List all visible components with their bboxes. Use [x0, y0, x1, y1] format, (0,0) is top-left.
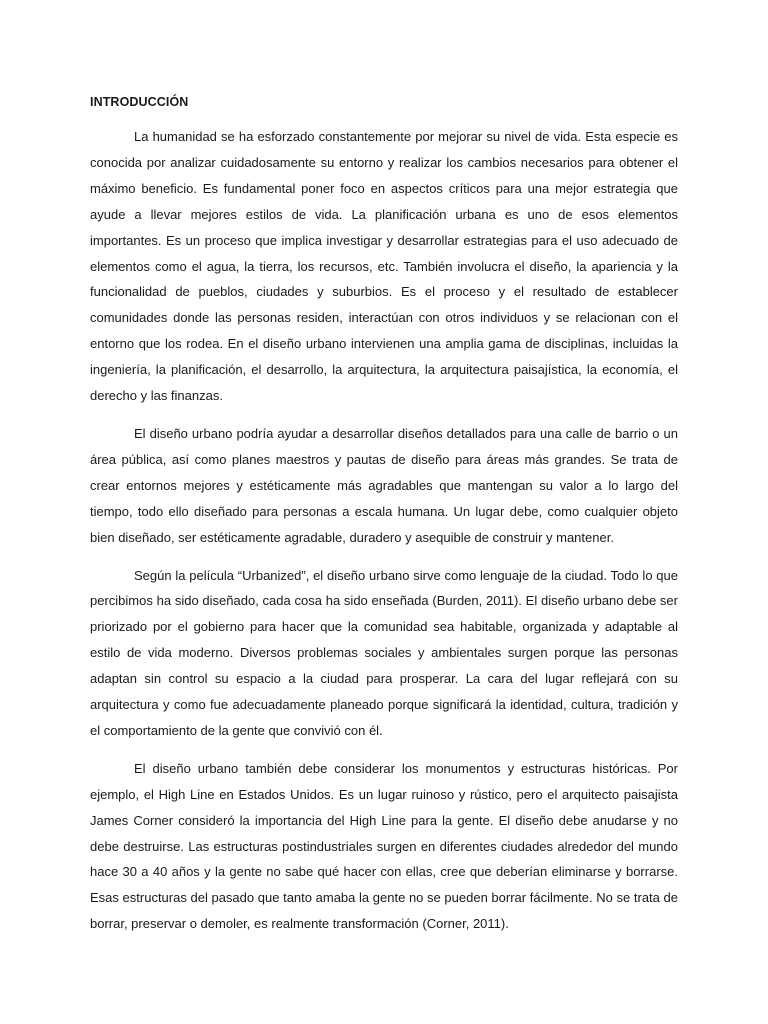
paragraph-1: La humanidad se ha esforzado constantemente por mejorar su nivel de vida. Esta especie es conocida por analizar cuidadosamente su entorno y realizar los cambios necesarios para obtener el máximo beneficio. Es fundamental poner foco en aspectos críticos para una mejor estrategia que ayude a llevar mejores estilos de vida. La planificación urbana es uno de esos elementos importantes. Es un proceso que implica investigar y desarrollar estrategias para el uso adecuado de elementos como el agua, la tierra, los recursos, etc. También involucra el diseño, la apariencia y la funcionalidad de pueblos, ciudades y suburbios. Es el proceso y el resultado de establecer comunidades donde las personas residen, interactúan con otros individuos y se relacionan con el entorno que los rodea. En el diseño urbano intervienen una amplia gama de disciplinas, incluidas la ingeniería, la planificación, el desarrollo, la arquitectura, la arquitectura paisajística, la economía, el derecho y las finanzas. — [90, 129, 678, 404]
section-heading: INTRODUCCIÓN — [90, 95, 189, 109]
paragraph-3: Según la película “Urbanized”, el diseño urbano sirve como lenguaje de la ciudad. Todo lo que percibimos ha sido diseñado, cada cosa ha sido enseñada (Burden, 2011). El diseño urbano debe ser priorizado por el gobierno para hacer que la comunidad sea habitable, organizada y adaptable al estilo de vida moderno. Diversos problemas sociales y ambientales surgen porque las personas adaptan sin control su espacio a la ciudad para prosperar. La cara del lugar reflejará con su arquitectura y como fue adecuadamente planeado porque significará la identidad, cultura, tradición y el comportamiento de la gente que convivió con él. — [90, 567, 678, 738]
paragraph-4: El diseño urbano también debe considerar los monumentos y estructuras históricas. Por ejemplo, el High Line en Estados Unidos. Es un lugar ruinoso y rústico, pero el arquitecto paisajista James Corner consideró la importancia del High Line para la gente. El diseño debe anudarse y no debe destruirse. Las estructuras postindustriales surgen en diferentes ciudades alrededor del mundo hace 30 a 40 años y la gente no sabe qué hacer con ellas, cree que deberían eliminarse y borrarse. Esas estructuras del pasado que tanto amaba la gente no se pueden borrar fácilmente. No se trata de borrar, preservar o demoler, es realmente transformación (Corner, 2011). — [90, 760, 678, 932]
paragraph-2: El diseño urbano podría ayudar a desarrollar diseños detallados para una calle de barrio o un área pública, así como planes maestros y pautas de diseño para áreas más grandes. Se trata de crear entornos mejores y estéticamente más agradables que mantengan su valor a lo largo del tiempo, todo ello diseñado para personas a escala humana. Un lugar debe, como cualquier objeto bien diseñado, ser estéticamente agradable, duradero y asequible de construir y mantener. — [90, 425, 678, 545]
